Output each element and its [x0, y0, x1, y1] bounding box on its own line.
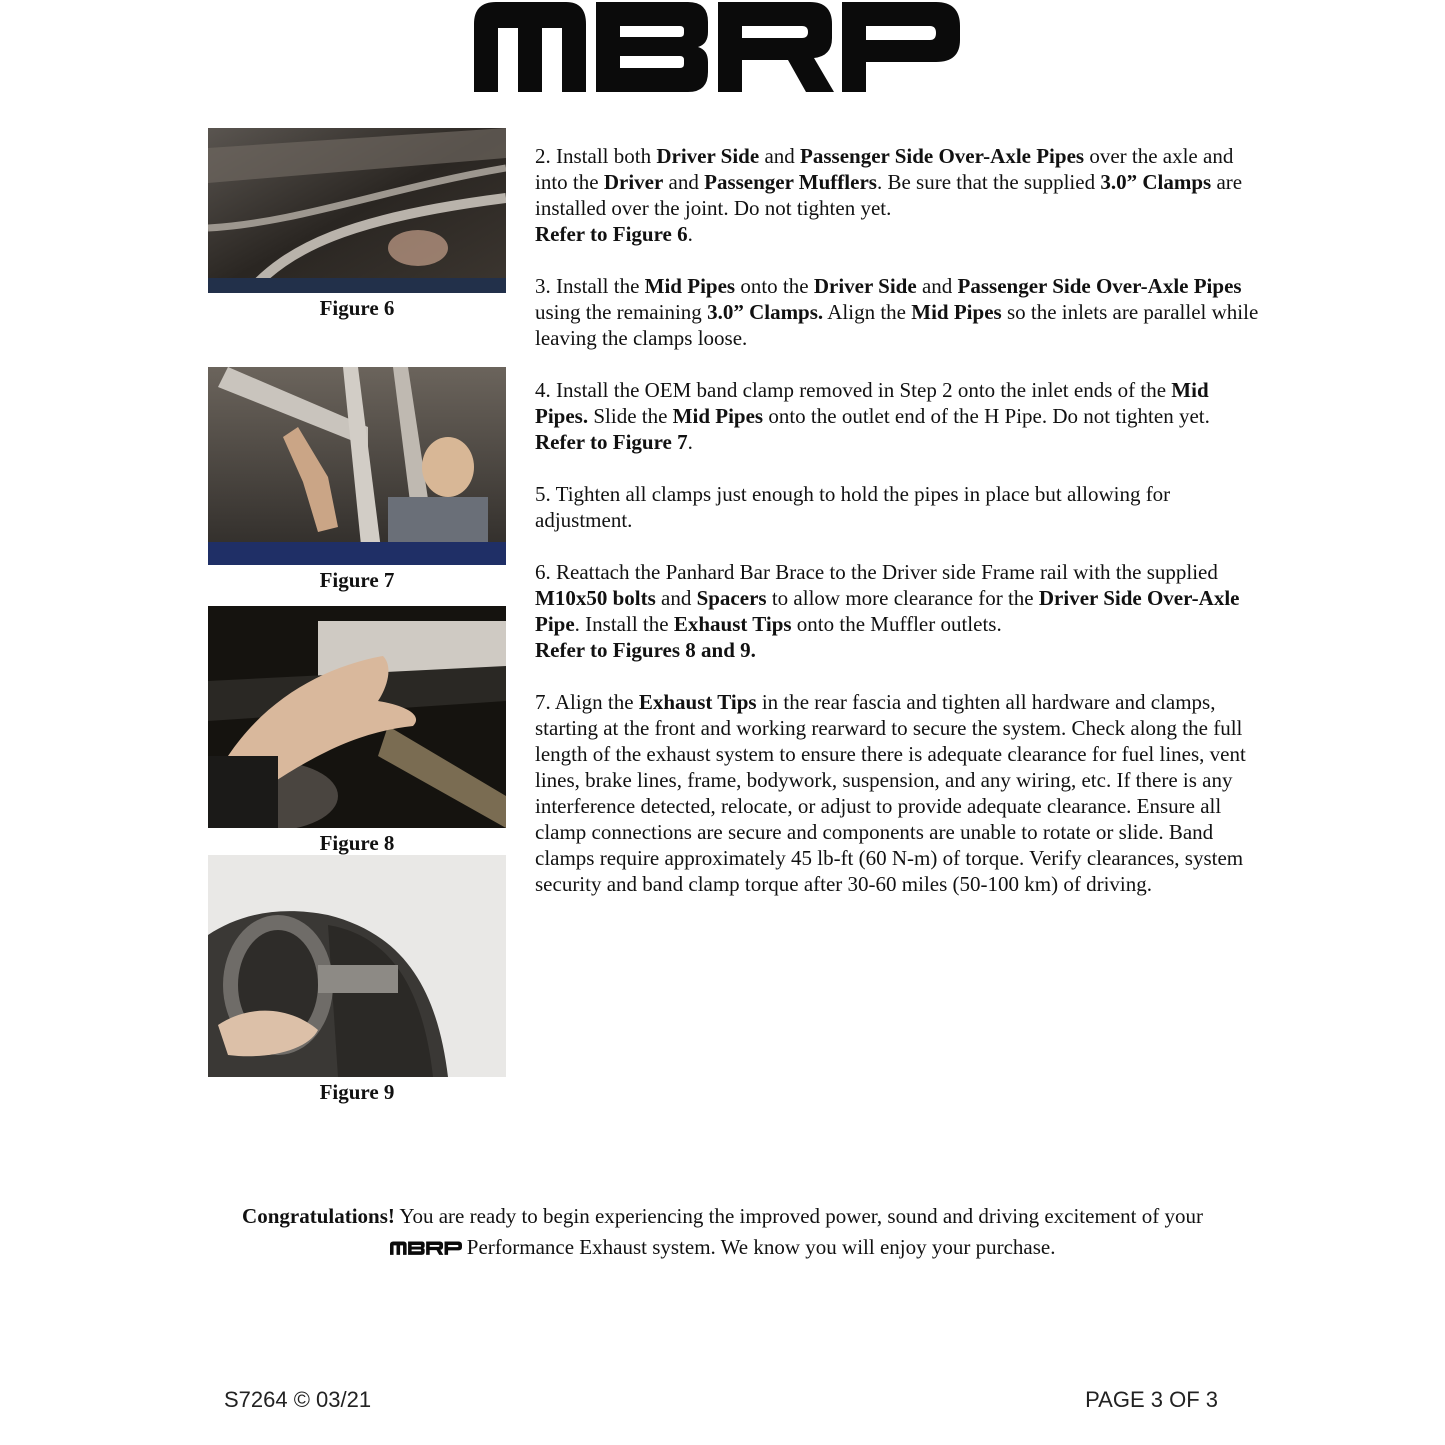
step-5: 5. Tighten all clamps just enough to hold the pipes in place but allowing for adjustment. [535, 482, 1171, 532]
step-4: 4. Install the OEM band clamp removed in Step 2 onto the inlet ends of the Mid Pipes. Slide the Mid Pipes onto the outlet end of the H Pipe. Do not tighten yet. [535, 378, 1210, 428]
page-number: PAGE 3 OF 3 [1085, 1387, 1218, 1412]
step-4-reference: Refer to Figure 7. [535, 430, 693, 454]
figure-8-photo [208, 606, 506, 828]
step-6: 6. Reattach the Panhard Bar Brace to the Driver side Frame rail with the supplied M10x50 bolts and Spacers to allow more clearance for the Driver Side Over-Axle Pipe. Install the Exhaust Tips onto the Muffler outlets. [535, 560, 1240, 636]
figure-9-caption: Figure 9 [319, 1080, 395, 1104]
figure-6-photo [208, 128, 506, 293]
document-code: S7264 © 03/21 [224, 1387, 372, 1412]
figure-7-caption: Figure 7 [319, 568, 395, 592]
figure-8-caption: Figure 8 [319, 831, 395, 855]
instruction-steps [535, 143, 1265, 897]
figure-6-caption: Figure 6 [319, 296, 395, 320]
step-7: 7. Align the Exhaust Tips in the rear fascia and tighten all hardware and clamps, starting at the front and working rearward to secure the system. Check along the full length of the exhaust system to ensure there is adequate clearance for fuel lines, vent lines, brake lines, frame, bodywork, suspension, and any wiring, etc. If there is any interference detected, relocate, or adjust to provide adequate clearance. Ensure all clamp connections are secure and components are unable to rotate or slide. Band clamps require approximately 45 lb-ft (60 N-m) of torque. Verify clearances, system security and band clamp torque after 30-60 miles (50-100 km) of driving. [535, 690, 1246, 896]
figure-9-photo [208, 855, 506, 1077]
step-3: 3. Install the Mid Pipes onto the Driver Side and Passenger Side Over-Axle Pipes using the remaining 3.0” Clamps. Align the Mid Pipes so the inlets are parallel while leaving the clamps loose. [535, 274, 1259, 350]
mbrp-logo [474, 0, 960, 92]
figure-7-photo [208, 367, 506, 565]
step-6-reference: Refer to Figures 8 and 9. [535, 638, 756, 662]
congratulations-bold: Congratulations! [242, 1204, 395, 1228]
step-2-reference: Refer to Figure 6. [535, 222, 693, 246]
step-2: 2. Install both Driver Side and Passenger Side Over-Axle Pipes over the axle and into the Driver and Passenger Mufflers. Be sure that the supplied 3.0” Clamps are installed over the joint. Do not tighten yet. [535, 144, 1243, 220]
mbrp-inline-logo [390, 1240, 462, 1256]
congratulations-message: Congratulations! You are ready to begin experiencing the improved power, sound and driving excitement of your Performance Exhaust system. We know you will enjoy your purchase. [242, 1204, 1203, 1259]
